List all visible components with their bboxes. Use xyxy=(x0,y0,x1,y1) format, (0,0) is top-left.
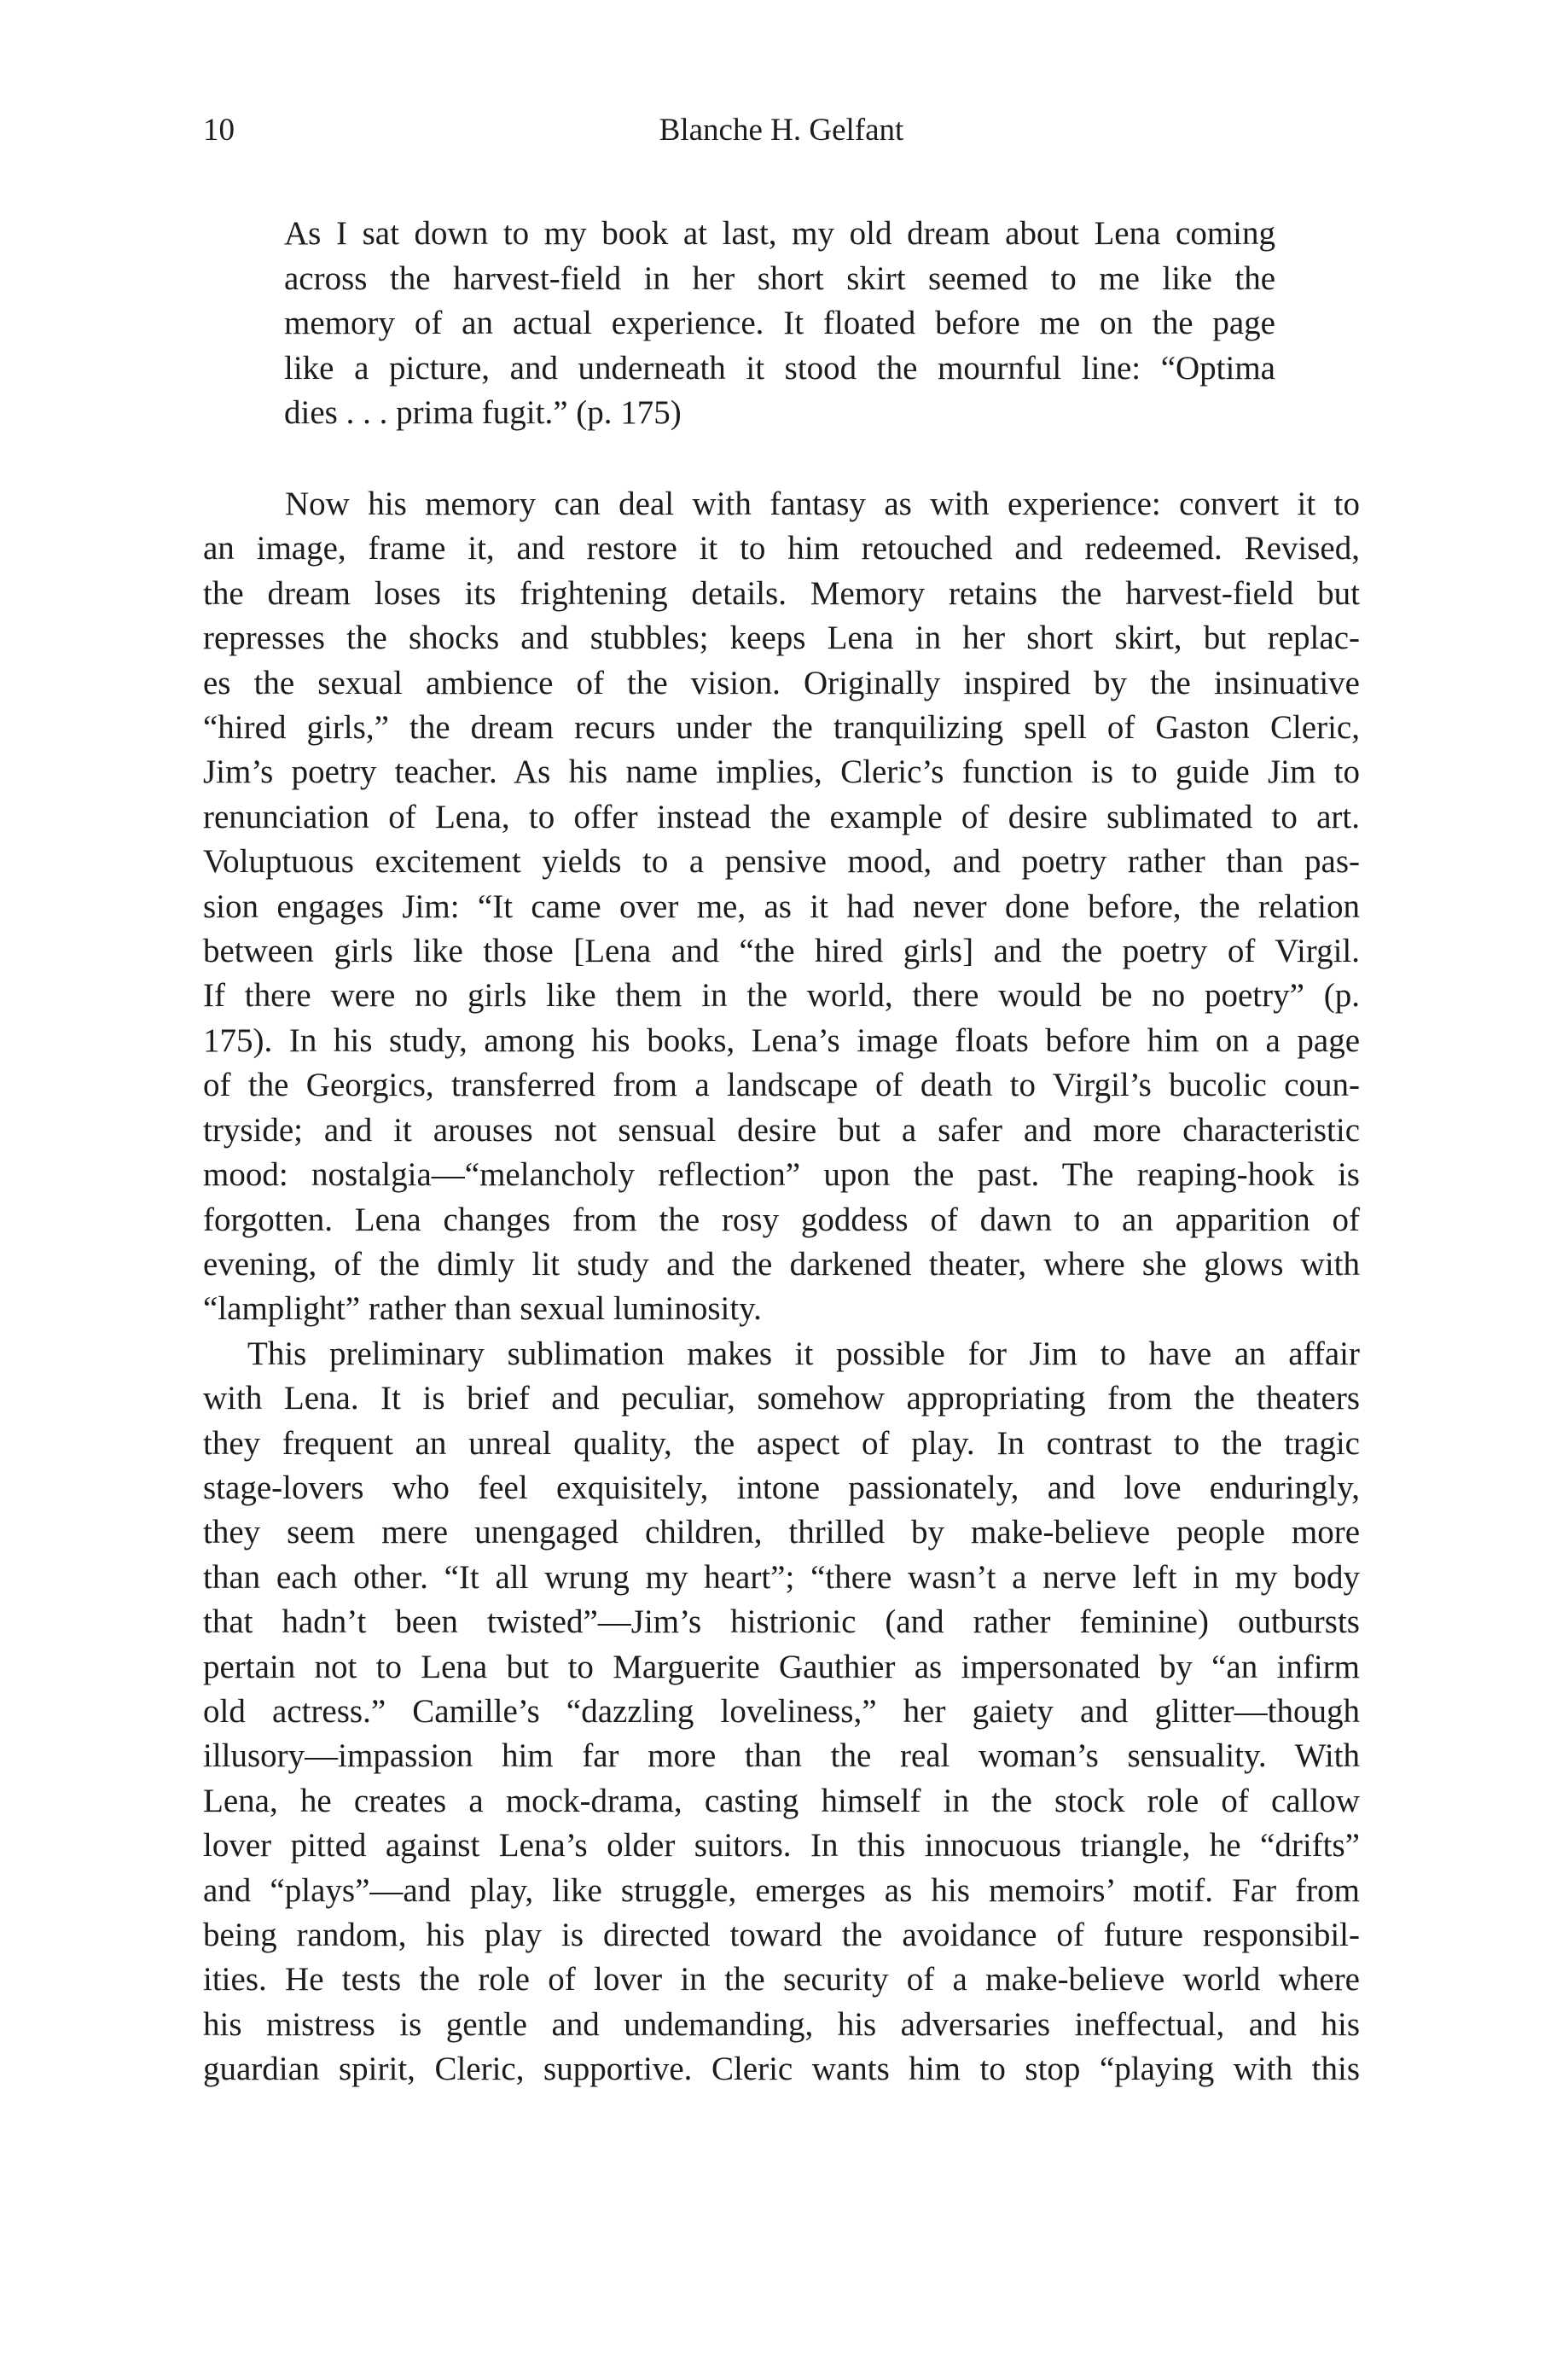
paragraph-line: pertain not to Lena but to Marguerite Gauthier as impersonated by “an infirm xyxy=(203,1648,1360,1685)
paragraph-line: they frequent an unreal quality, the aspect of play. In contrast to the tragic xyxy=(203,1424,1360,1462)
paragraph-line: guardian spirit, Cleric, supportive. Cleric wants him to stop “playing with this xyxy=(203,2051,1360,2088)
paragraph-line: old actress.” Camille’s “dazzling loveliness,” her gaiety and glitter—though xyxy=(203,1692,1360,1730)
paragraph-line: forgotten. Lena changes from the rosy goddess of dawn to an apparition of xyxy=(203,1201,1360,1238)
paragraph xyxy=(203,482,1360,1332)
quote-line: across the harvest-field in her short skirt seemed to me like the xyxy=(284,259,1275,297)
paragraph-line: lover pitted against Lena’s older suitors. In this innocuous triangle, he “drifts” xyxy=(203,1827,1360,1865)
paragraph-line: Jim’s poetry teacher. As his name implies, Cleric’s function is to guide Jim to xyxy=(203,753,1360,791)
paragraph-line: sion engages Jim: “It came over me, as it had never done before, the relation xyxy=(203,887,1360,925)
paragraph-line: If there were no girls like them in the world, there would be no poetry” (p. xyxy=(203,977,1360,1015)
page-header xyxy=(203,109,1360,152)
quote-line: dies . . . prima fugit.” (p. 175) xyxy=(284,394,682,431)
paragraph-line: being random, his play is directed toward the avoidance of future responsibil- xyxy=(203,1917,1360,1953)
paragraph-line: Lena, he creates a mock-drama, casting himself in the stock role of callow xyxy=(203,1782,1360,1819)
paragraph-line: with Lena. It is brief and peculiar, somehow appropriating from the theaters xyxy=(203,1380,1360,1417)
paragraph-line: his mistress is gentle and undemanding, his adversaries ineffectual, and his xyxy=(203,2005,1360,2043)
paragraph-line: renunciation of Lena, to offer instead the example of desire sublimated to art. xyxy=(203,798,1360,835)
paragraph-line: illusory—impassion him far more than the real woman’s sensuality. With xyxy=(203,1737,1360,1775)
body-text xyxy=(203,482,1360,2092)
paragraph-line: Now his memory can deal with fantasy as with experience: convert it to xyxy=(285,486,1360,522)
paragraph-line: between girls like those [Lena and “the hired girls] and the poetry of Virgil. xyxy=(203,933,1360,970)
paragraph-line: “hired girls,” the dream recurs under the tranquilizing spell of Gaston Cleric, xyxy=(203,709,1360,747)
paragraph-line: than each other. “It all wrung my heart”; “there wasn’t a nerve left in my body xyxy=(203,1558,1360,1596)
paragraph-line: and “plays”—and play, like struggle, emerges as his memoirs’ motif. Far from xyxy=(203,1871,1360,1909)
paragraph-line: an image, frame it, and restore it to him retouched and redeemed. Revised, xyxy=(203,530,1360,567)
quote-line: As I sat down to my book at last, my old dream about Lena coming xyxy=(284,215,1275,252)
paragraph-line: 175). In his study, among his books, Lena’s image floats before him on a page xyxy=(203,1021,1360,1059)
paragraph-line: es the sexual ambience of the vision. Originally inspired by the insinuative xyxy=(203,664,1360,701)
paragraph-line: tryside; and it arouses not sensual desire but a safer and more characteristic xyxy=(203,1111,1360,1149)
running-head: Blanche H. Gelfant xyxy=(659,113,904,148)
paragraph-line: “lamplight” rather than sexual luminosity. xyxy=(203,1290,762,1328)
paragraph-line: evening, of the dimly lit study and the darkened theater, where she glows with xyxy=(203,1245,1360,1283)
paragraph-line: of the Georgics, transferred from a landscape of death to Virgil’s bucolic coun- xyxy=(203,1067,1360,1104)
paragraph-line: stage-lovers who feel exquisitely, intone passionately, and love enduringly, xyxy=(203,1469,1360,1506)
page-number: 10 xyxy=(203,113,235,148)
paragraph-line: Voluptuous excitement yields to a pensive mood, and poetry rather than pas- xyxy=(203,843,1360,881)
paragraph-line: that hadn’t been twisted”—Jim’s histrionic (and rather feminine) outbursts xyxy=(203,1603,1360,1641)
paragraph-line: the dream loses its frightening details. Memory retains the harvest-field but xyxy=(203,574,1360,612)
block-quote xyxy=(284,212,1275,436)
quote-line: memory of an actual experience. It floated before me on the page xyxy=(284,305,1275,341)
paragraph-line: This preliminary sublimation makes it possible for Jim to have an affair xyxy=(247,1335,1360,1372)
paragraph-line: ities. He tests the role of lover in the security of a make-believe world where xyxy=(203,1961,1360,1999)
paragraph-line: they seem mere unengaged children, thrilled by make-believe people more xyxy=(203,1514,1360,1551)
paragraph-line: represses the shocks and stubbles; keeps Lena in her short skirt, but replac- xyxy=(203,620,1360,657)
paragraph xyxy=(203,1332,1360,2092)
quote-line: like a picture, and underneath it stood the mournful line: “Optima xyxy=(284,349,1275,387)
paragraph-line: mood: nostalgia—“melancholy reflection” upon the past. The reaping-hook is xyxy=(203,1156,1360,1194)
